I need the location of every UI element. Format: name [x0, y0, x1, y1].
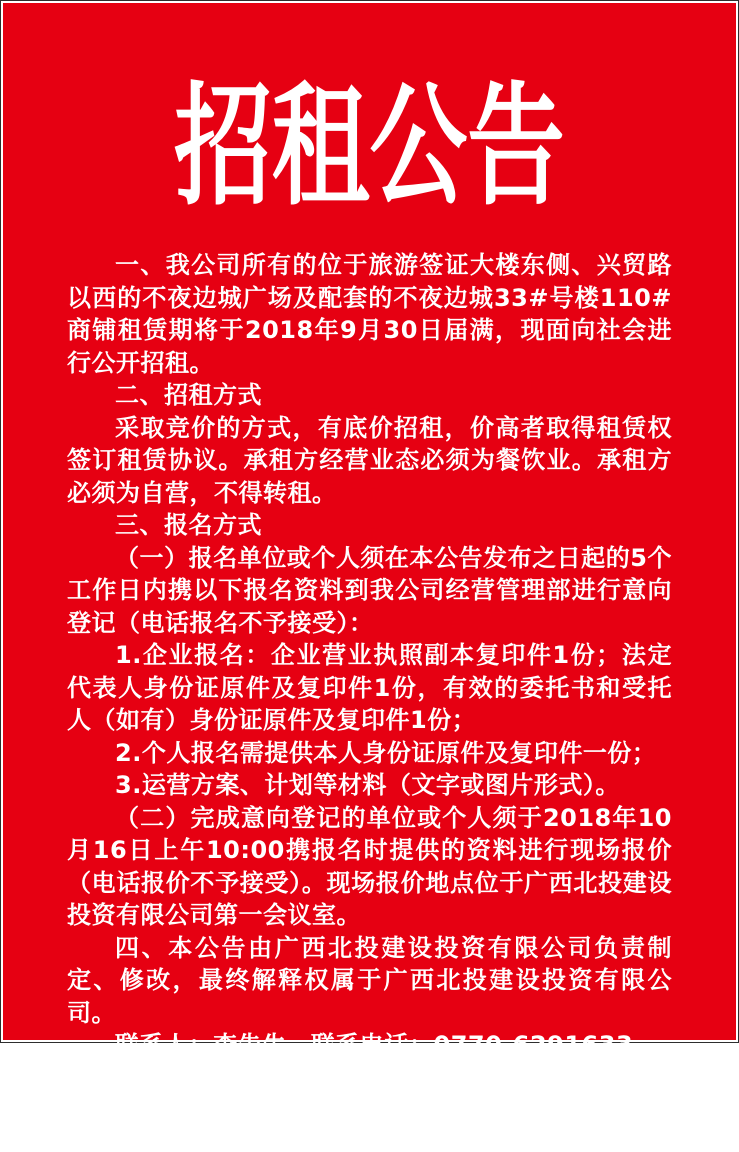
paragraph-personal-signup: 2.个人报名需提供本人身份证原件及复印件一份； — [115, 738, 657, 767]
paragraph-method: 采取竞价的方式，有底价招租，价高者取得租赁权签订租赁协议。承租方经营业态必须为餐饮业。承租方必须为自营，不得转租。 — [67, 413, 672, 507]
signature-company-name: 广西北投建设投资有限公司 — [307, 1088, 614, 1118]
contact-info-line: 联系人：李先生 联系电话：0770-6291633 — [115, 1031, 634, 1059]
paragraph-materials: 3.运营方案、计划等材料（文字或图片形式）。 — [115, 771, 620, 799]
page-title: 招租公告 — [174, 69, 565, 224]
paragraph-intro: 一、我公司所有的位于旅游签证大楼东侧、兴贸路以西的不夜边城广场及配套的不夜边城33#号楼110#商铺租赁期将于2018年9月30日届满，现面向社会进行公开招租。 — [67, 251, 672, 377]
signature-block — [67, 1088, 672, 1152]
paragraph-interpretation: 四、本公告由广西北投建设投资有限公司负责制定、修改，最终解释权属于广西北投建设投资有限公司。 — [67, 933, 672, 1027]
poster-red-background — [3, 3, 736, 1150]
paragraph-signup-rule: （一）报名单位或个人须在本公告发布之日起的5个工作日内携以下报名资料到我公司经营管理部进行意向登记（电话报名不予接受）： — [67, 543, 672, 637]
announcement-body — [67, 249, 672, 1062]
section-heading-method: 二、招租方式 — [115, 381, 262, 409]
signature-inner — [308, 1088, 614, 1152]
paragraph-bidding: （二）完成意向登记的单位或个人须于2018年10月16日上午10:00携报名时提供的资料进行现场报价（电话报价不予接受）。现场报价地点位于广西北投建设投资有限公司第一会议室。 — [67, 803, 672, 929]
signature-date: 2018年9月30日 — [360, 1120, 562, 1150]
section-heading-signup: 三、报名方式 — [115, 511, 262, 539]
paragraph-company-signup: 1.企业报名：企业营业执照副本复印件1份；法定代表人身份证原件及复印件1份，有效的委托书和受托人（如有）身份证原件及复印件1份； — [67, 641, 672, 734]
